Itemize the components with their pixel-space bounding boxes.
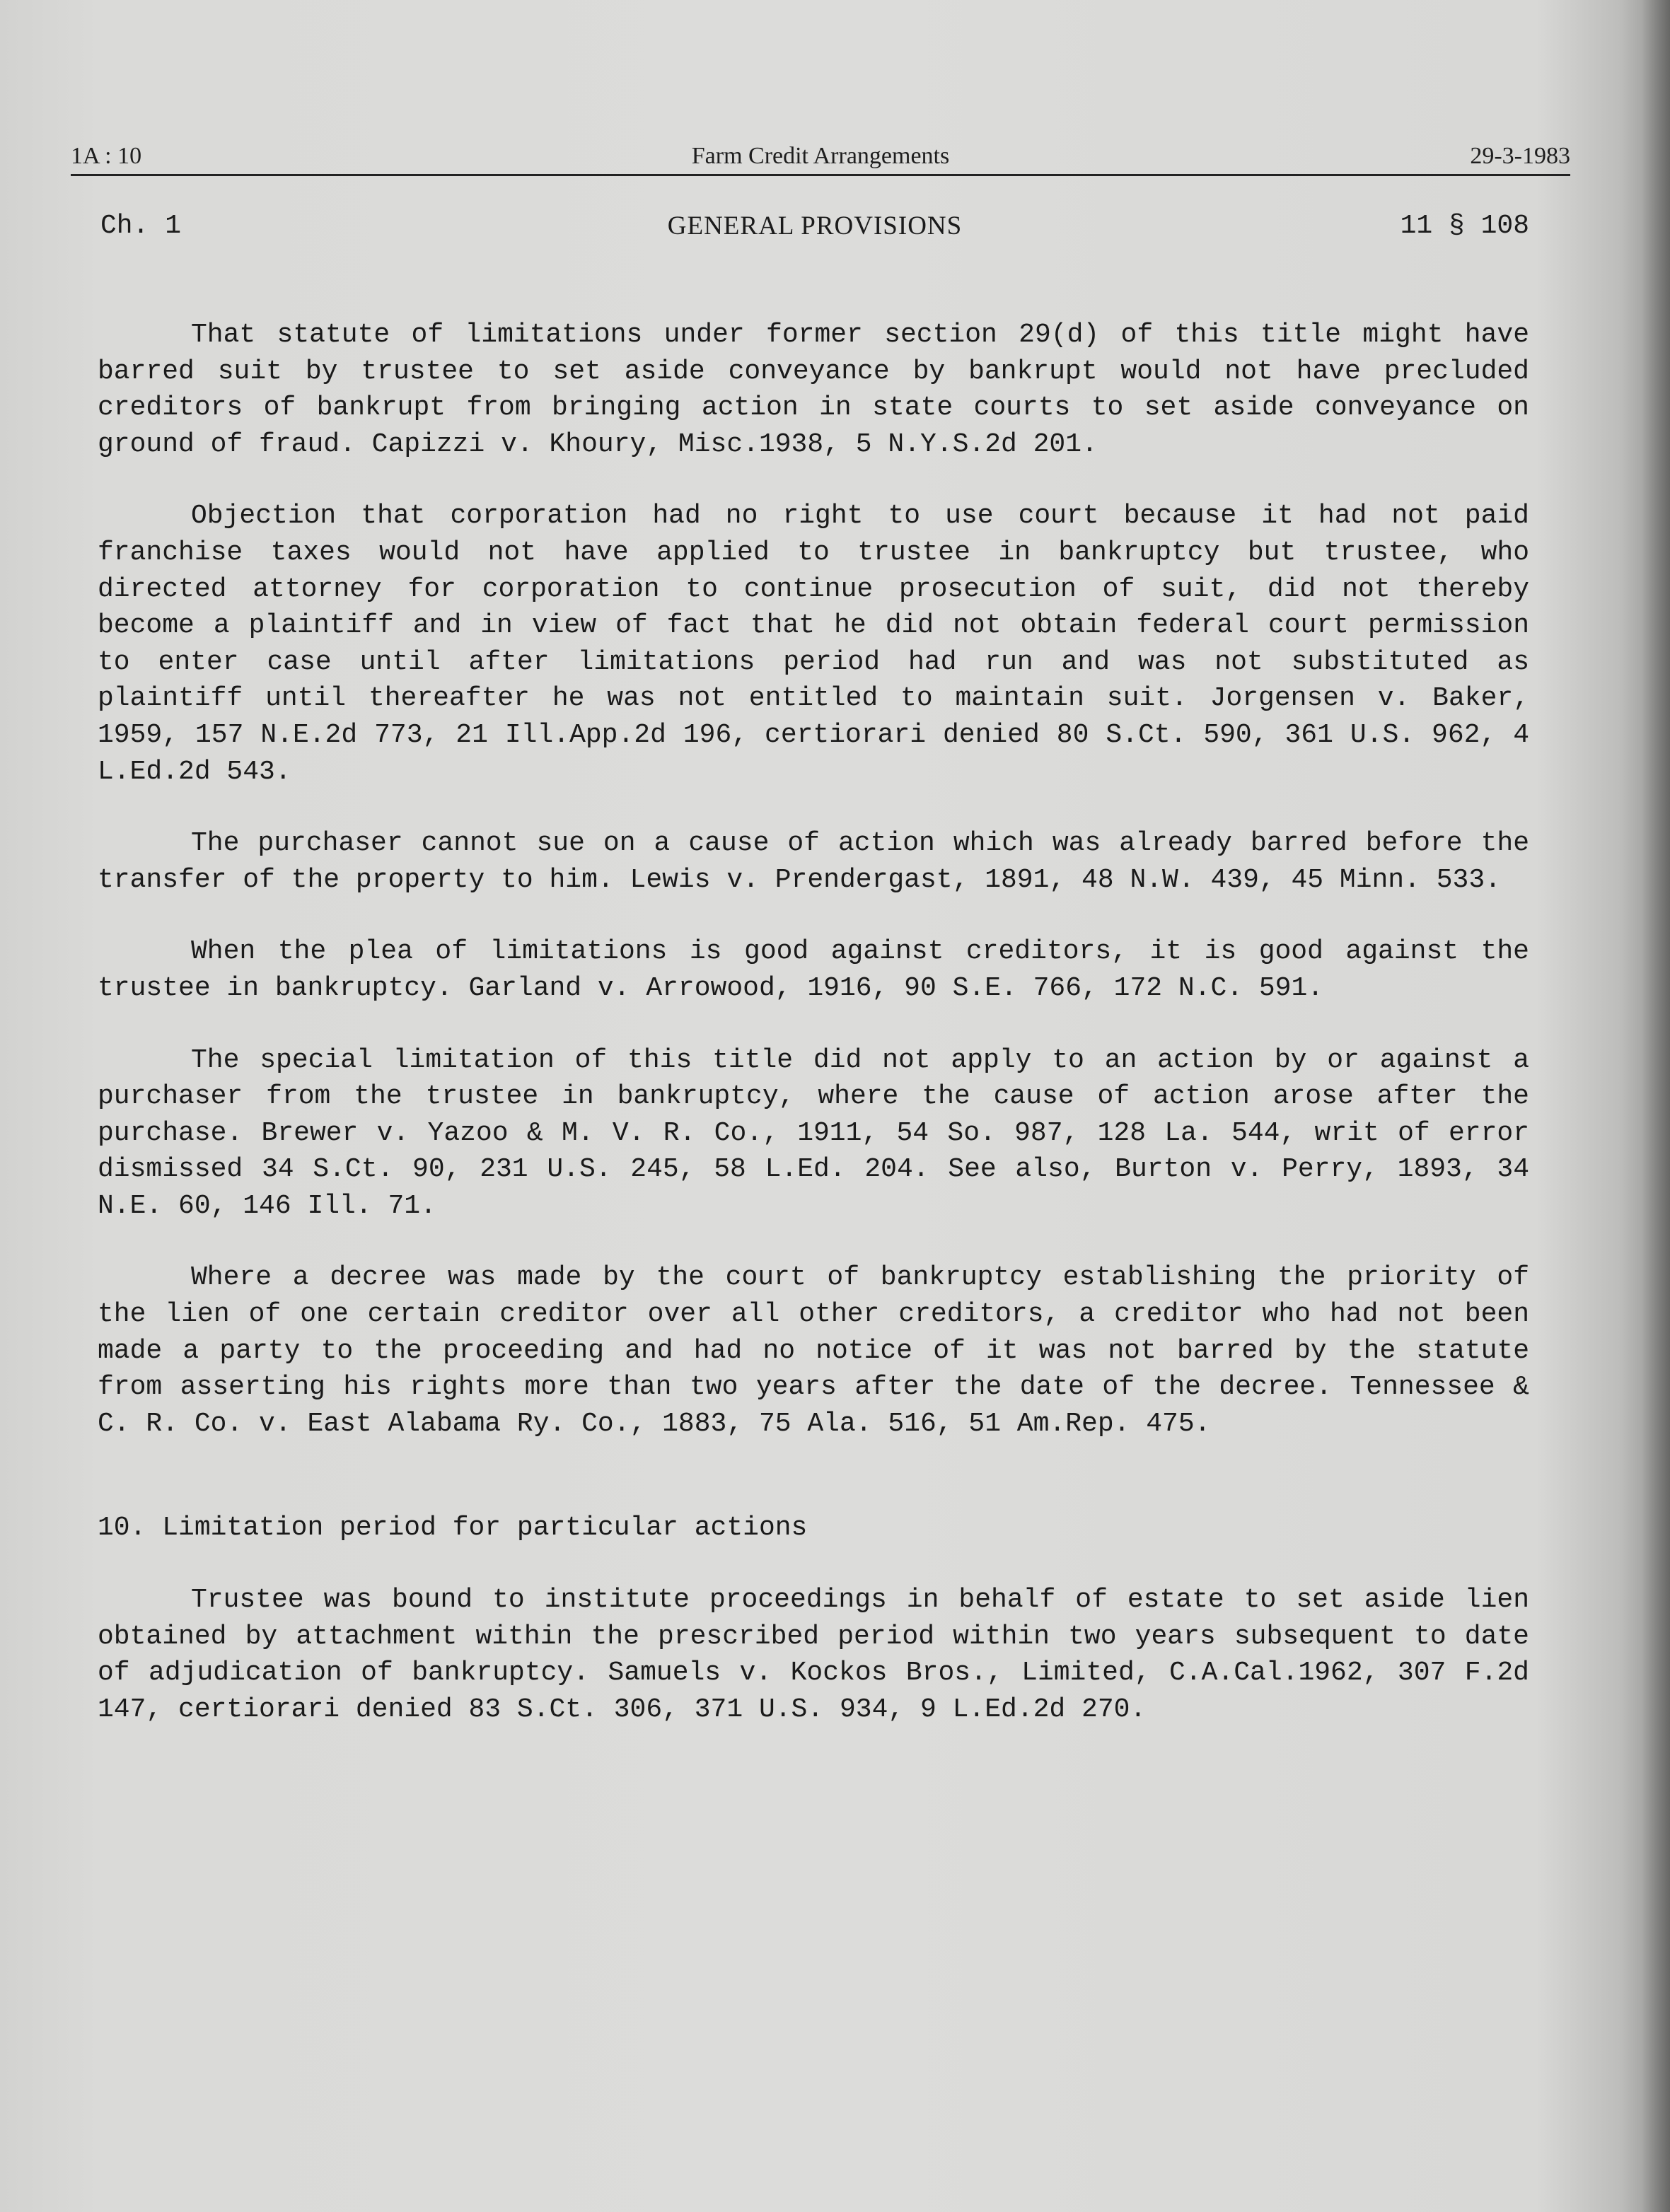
annotation-paragraph: Where a decree was made by the court of bankruptcy establishing the priority of the lien of one certain creditor over all other creditors, a creditor who had not been made a party to the proceeding and had no notice of it was not barred by the statute from asserting his rights more than two years after the date of the decree. Tennessee & C. R. Co. v. East Alabama Ry. Co., 1883, 75 Ala. 516, 51 Am.Rep. 475.	[98, 1262, 1529, 1439]
annotation-paragraph: Objection that corporation had no right to use court because it had not paid franchise taxes would not have applied to trustee in bankruptcy but trustee, who directed attorney for corporation to continue prosecution of suit, did not thereby become a plaintiff and in view of fact that he did not obtain federal court permission to enter case until after limitations period had run and was not substituted as plaintiff until thereafter he was not entitled to maintain suit. Jorgensen v. Baker, 1959, 157 N.E.2d 773, 21 Ill.App.2d 196, certiorari denied 80 S.Ct. 590, 361 U.S. 962, 4 L.Ed.2d 543.	[98, 501, 1529, 787]
section-paragraph: Trustee was bound to institute proceedings in behalf of estate to set aside lien obtained by attachment within the prescribed period within two years subsequent to date of adjudication of bankruptcy. Samuels v. Kockos Bros., Limited, C.A.Cal.1962, 307 F.2d 147, certiorari denied 83 S.Ct. 306, 371 U.S. 934, 9 L.Ed.2d 270.	[98, 1585, 1529, 1725]
running-header-date: 29-3-1983	[1470, 143, 1570, 169]
paragraph-spacer	[98, 898, 1529, 933]
section-spacer	[98, 1442, 1529, 1510]
paragraph-spacer	[98, 1547, 1529, 1582]
paragraph-spacer	[98, 462, 1529, 498]
annotation-paragraph: The special limitation of this title did not apply to an action by or against a purchaser from the trustee in bankruptcy, where the cause of action arose after the purchase. Brewer v. Yazoo & M. V. R. Co., 1911, 54 So. 987, 128 La. 544, writ of error dismissed 34 S.Ct. 90, 231 U.S. 245, 58 L.Ed. 204. See also, Burton v. Perry, 1893, 34 N.E. 60, 146 Ill. 71.	[98, 1044, 1529, 1221]
chapter-label: Ch. 1	[100, 211, 182, 241]
chapter-title: GENERAL PROVISIONS	[667, 211, 963, 240]
annotation-body	[98, 317, 1529, 1728]
section-heading: 10. Limitation period for particular actions	[98, 1513, 808, 1544]
annotation-paragraph: The purchaser cannot sue on a cause of action which was already barred before the transfer of the property to him. Lewis v. Prendergast, 1891, 48 N.W. 439, 45 Minn. 533.	[98, 828, 1529, 895]
paragraph-spacer	[98, 790, 1529, 825]
section-reference: 11 § 108	[1400, 211, 1529, 241]
annotation-paragraph: That statute of limitations under former section 29(d) of this title might have barred suit by trustee to set aside conveyance by bankrupt would not have precluded creditors of bankrupt from bringing action in state courts to set aside conveyance on ground of fraud. Capizzi v. Khoury, Misc.1938, 5 N.Y.S.2d 201.	[98, 320, 1529, 460]
annotation-paragraph: When the plea of limitations is good against creditors, it is good against the trustee in bankruptcy. Garland v. Arrowood, 1916, 90 S.E. 766, 172 N.C. 591.	[98, 936, 1529, 1003]
page-edge-shadow	[1642, 0, 1670, 2212]
running-header-page-number: 1A : 10	[71, 143, 142, 169]
paragraph-spacer	[98, 1007, 1529, 1042]
paragraph-spacer	[98, 1224, 1529, 1259]
running-header-title: Farm Credit Arrangements	[691, 143, 950, 169]
running-header	[71, 136, 1570, 176]
chapter-header	[100, 211, 1529, 245]
